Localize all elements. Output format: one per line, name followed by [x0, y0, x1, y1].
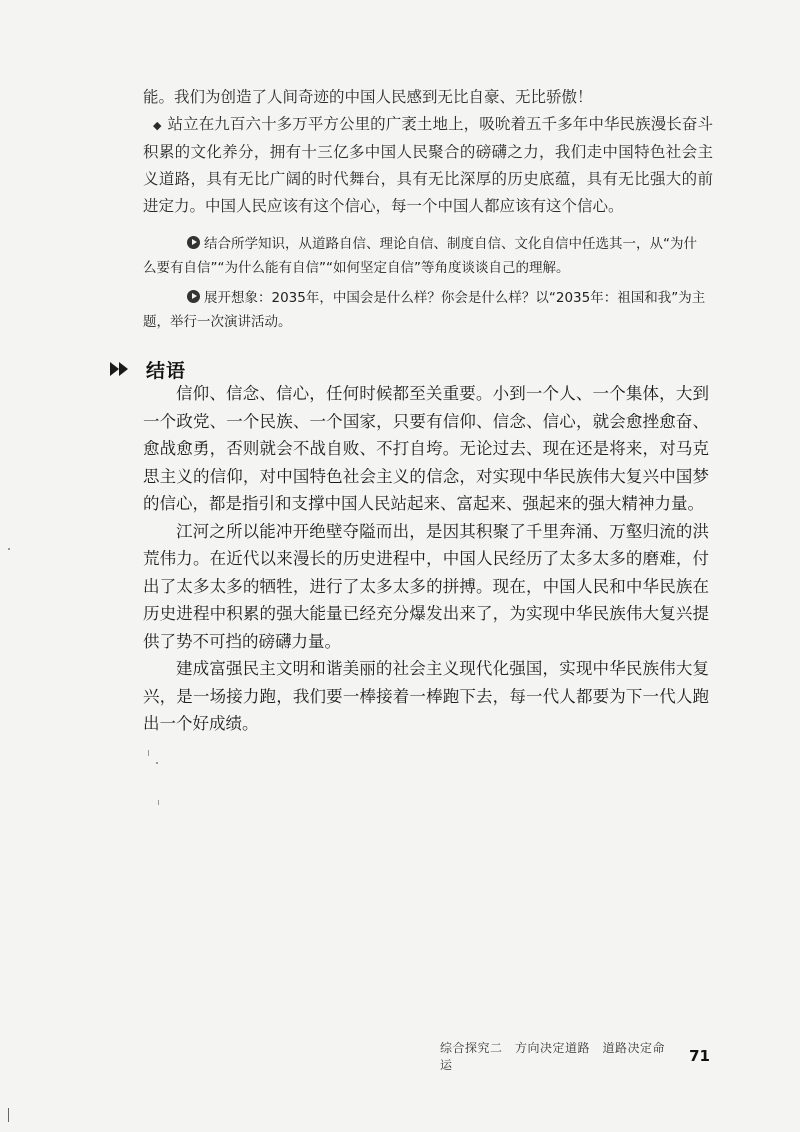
activity-item [143, 232, 708, 280]
scan-speck [8, 548, 10, 550]
scan-speck [158, 800, 159, 805]
section-title: 结语 [146, 359, 187, 382]
activity-text: 结合所学知识，从道路自信、理论自信、制度自信、文化自信中任选其一，从“为什么要有自信”“为什么能有自信”“如何坚定自信”等角度谈谈自己的理解。 [143, 236, 697, 276]
conclusion-paragraph: 江河之所以能冲开绝壁夺隘而出，是因其积聚了千里奔涌、万壑归流的洪荒伟力。在近代以来漫长的历史进程中，中国人民经历了太多太多的磨难，付出了太多太多的牺牲，进行了太多太多的拼搏。现在，中国人民和中华民族在历史进程中积累的强大能量已经充分爆发出来了，为实现中华民族伟大复兴提供了势不可挡的磅礴力量。 [143, 521, 709, 651]
section-heading [110, 356, 186, 382]
quote-paragraph-text: 站立在九百六十多万平方公里的广袤土地上，吸吮着五千多年中华民族漫长奋斗积累的文化养分，拥有十三亿多中国人民聚合的磅礴之力，我们走中国特色社会主义道路，具有无比广阔的时代舞台，具有无比深厚的历史底蕴，具有无比强大的前进定力。中国人民应该有这个信心，每一个中国人都应该有这个信心。 [143, 115, 713, 215]
double-triangle-icon [110, 362, 132, 376]
quote-block [143, 84, 713, 220]
quote-paragraph [143, 111, 713, 220]
activity-list [143, 232, 708, 340]
activity-text: 展开想象：2035年，中国会是什么样？你会是什么样？以“2035年：祖国和我”为主题，举行一次演讲活动。 [143, 290, 706, 330]
activity-item [143, 286, 708, 334]
scan-speck [8, 1108, 9, 1122]
arrow-circle-icon [187, 236, 200, 249]
page-number: 71 [689, 1047, 710, 1065]
page-footer [440, 1041, 710, 1072]
running-head: 综合探究二 方向决定道路 道路决定命运 [440, 1041, 666, 1072]
diamond-bullet-icon: ◆ [153, 119, 162, 132]
arrow-circle-icon [187, 290, 200, 303]
conclusion-paragraph: 建成富强民主文明和谐美丽的社会主义现代化强国，实现中华民族伟大复兴，是一场接力跑，我们要一棒接着一棒跑下去，每一代人都要为下一代人跑出一个好成绩。 [143, 659, 709, 733]
conclusion-paragraph: 信仰、信念、信心，任何时候都至关重要。小到一个人、一个集体，大到一个政党、一个民族、一个国家，只要有信仰、信念、信心，就会愈挫愈奋、愈战愈勇，否则就会不战自败、不打自垮。无论过去、现在还是将来，对马克思主义的信仰，对中国特色社会主义的信念，对实现中华民族伟大复兴中国梦的信心，都是指引和支撑中国人民站起来、富起来、强起来的强大精神力量。 [143, 384, 709, 513]
scan-speck [148, 750, 149, 756]
quote-line: 能。我们为创造了人间奇迹的中国人民感到无比自豪、无比骄傲！ [143, 88, 593, 106]
scan-speck [156, 762, 158, 764]
conclusion-body [143, 380, 709, 738]
